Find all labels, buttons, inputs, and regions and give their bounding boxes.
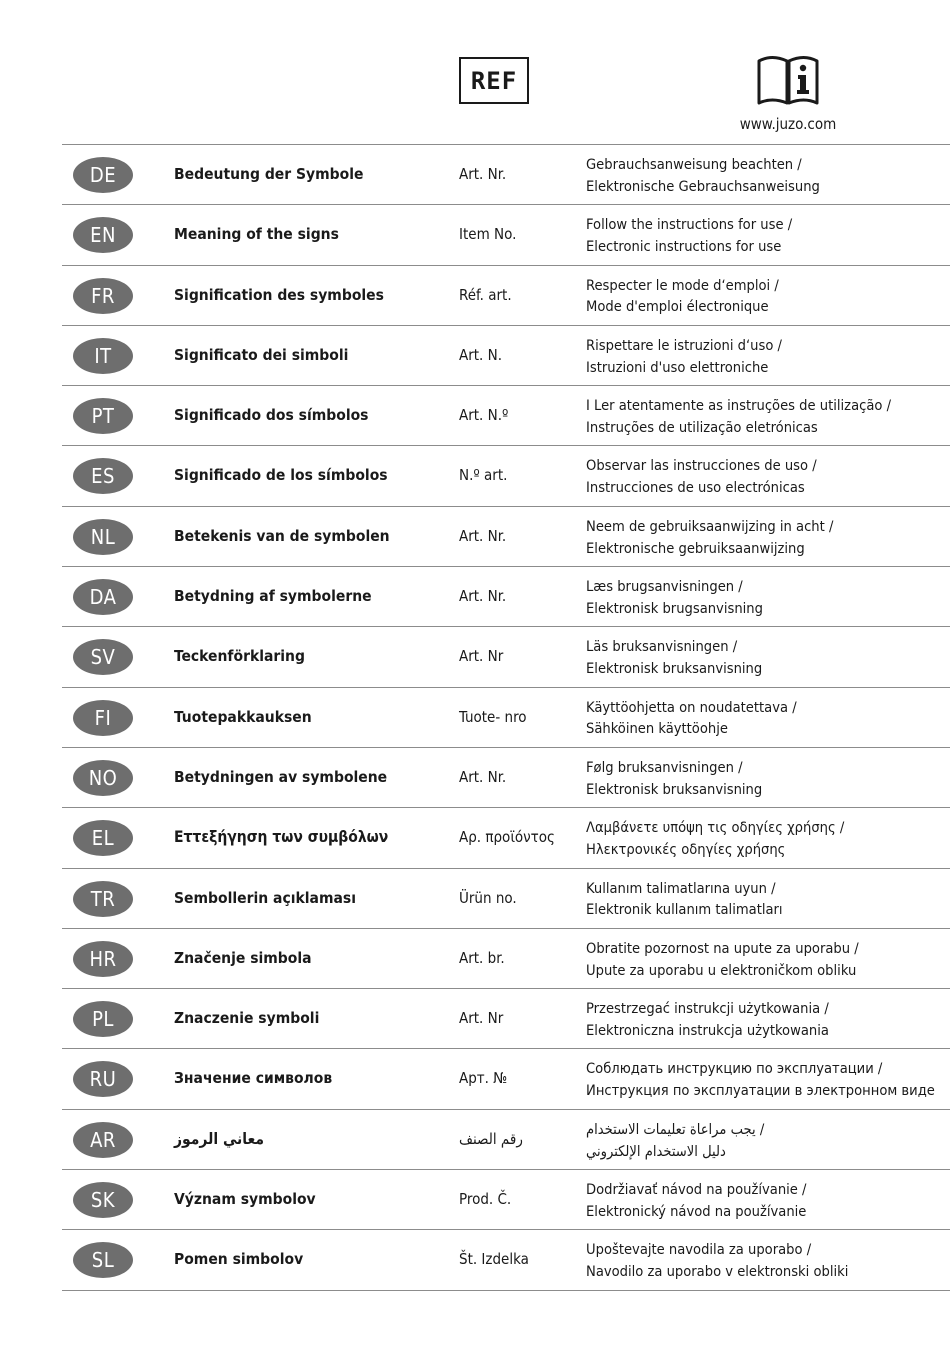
meaning-of-signs-text: Teckenförklaring (174, 647, 305, 666)
item-number-label: Tuote- nro (459, 707, 527, 726)
ref-symbol: REF (459, 57, 529, 104)
instructions-line-2: Elektronische gebruiksaanwijzing (586, 539, 805, 557)
instructions-line-1: يجب مراعاة تعليمات الاستخدام / (586, 1120, 765, 1138)
item-number-label: Art. Nr (459, 1009, 504, 1028)
language-code-badge: SK (73, 1182, 133, 1218)
instructions-text (586, 697, 950, 741)
language-code-badge: SV (73, 639, 133, 675)
instructions-line-2: Navodilo za uporabo v elektronski obliki (586, 1263, 849, 1281)
language-code-badge: DA (73, 579, 133, 615)
item-number-label: Арт. № (459, 1069, 508, 1088)
symbols-table (62, 144, 950, 1291)
meaning-of-signs-text: Meaning of the signs (174, 225, 339, 244)
instructions-line-2: Instrucciones de uso electrónicas (586, 479, 805, 497)
instructions-text (586, 275, 950, 319)
meaning-of-signs-text: Betydning af symbolerne (174, 587, 372, 606)
meaning-of-signs-text: Signification des symboles (174, 285, 384, 304)
table-row (62, 988, 950, 1048)
instructions-line-1: Følg bruksanvisningen / (586, 758, 743, 776)
instructions-text (586, 938, 950, 982)
instructions-line-2: Elektronický návod na používanie (586, 1202, 807, 1220)
language-code-badge: PL (73, 1001, 133, 1037)
instructions-text (586, 636, 950, 680)
item-number-label: Art. br. (459, 948, 505, 967)
instructions-line-2: Electronic instructions for use (586, 238, 782, 256)
item-number-label: Art. Nr (459, 647, 504, 666)
language-code-badge: SL (73, 1242, 133, 1278)
item-number-label: Art. Nr. (459, 587, 507, 606)
instructions-line-2: Elektronisk bruksanvisning (586, 780, 763, 798)
table-row (62, 1169, 950, 1229)
meaning-of-signs-text: Bedeutung der Symbole (174, 165, 364, 183)
instructions-text (586, 395, 950, 439)
instructions-line-1: Kullanım talimatlarına uyun / (586, 879, 776, 897)
instructions-line-1: I Ler atentamente as instruções de utilização / (586, 397, 892, 415)
table-row (62, 506, 950, 566)
table-row (62, 1048, 950, 1108)
instructions-line-2: Elektronisk bruksanvisning (586, 660, 763, 678)
instructions-line-2: Ηλεκτρονικές οδηγίες χρήσης (586, 841, 786, 859)
language-code-badge: TR (73, 881, 133, 917)
instructions-line-2: Upute za uporabu u elektroničkom obliku (586, 961, 857, 979)
table-row (62, 747, 950, 807)
table-row (62, 1109, 950, 1169)
language-code-badge: FI (73, 700, 133, 736)
instructions-line-1: Соблюдать инструкцию по эксплуатации / (586, 1060, 883, 1078)
meaning-of-signs-text: Значение символов (174, 1069, 333, 1088)
language-code-badge: NO (73, 760, 133, 796)
item-number-label: Item No. (459, 225, 517, 244)
instructions-line-1: Obratite pozornost na upute za uporabu / (586, 939, 859, 957)
language-code-badge: IT (73, 338, 133, 374)
instructions-for-use-icon (756, 55, 820, 107)
item-number-label: Št. Izdelka (459, 1250, 529, 1269)
table-row (62, 1229, 950, 1291)
table-row (62, 807, 950, 867)
instructions-line-1: Λαμβάνετε υπόψη τις οδηγίες χρήσης / (586, 819, 845, 837)
table-row (62, 566, 950, 626)
instructions-text (586, 576, 950, 620)
language-code-badge: DE (73, 157, 133, 193)
instructions-line-1: Rispettare le istruzioni d‘uso / (586, 336, 782, 354)
instructions-line-1: Läs bruksanvisningen / (586, 638, 738, 656)
instructions-text (586, 817, 950, 861)
table-row (62, 144, 950, 204)
instructions-text (586, 1239, 950, 1283)
instructions-line-2: Elektroniczna instrukcja użytkowania (586, 1021, 829, 1039)
item-number-label: Art. N.º (459, 406, 509, 425)
instructions-text (586, 1058, 950, 1102)
instructions-text (586, 757, 950, 801)
table-row (62, 325, 950, 385)
instructions-text (586, 998, 950, 1042)
item-number-label: رقم الصنف (459, 1129, 523, 1148)
instructions-text (586, 455, 950, 499)
language-code-badge: EN (73, 217, 133, 253)
table-row (62, 265, 950, 325)
table-row (62, 626, 950, 686)
language-code-badge: FR (73, 278, 133, 314)
meaning-of-signs-text: Significado de los símbolos (174, 466, 388, 485)
meaning-of-signs-text: Betydningen av symbolene (174, 767, 388, 786)
meaning-of-signs-text: Significato dei simboli (174, 345, 349, 364)
meaning-of-signs-text: Pomen simbolov (174, 1250, 304, 1269)
meaning-of-signs-text: Znaczenie symboli (174, 1009, 320, 1028)
language-code-badge: ES (73, 458, 133, 494)
instructions-text (586, 1119, 950, 1163)
instructions-line-1: Follow the instructions for use / (586, 216, 793, 234)
language-code-badge: AR (73, 1122, 133, 1158)
language-code-badge: NL (73, 519, 133, 555)
meaning-of-signs-text: Betekenis van de symbolen (174, 526, 390, 545)
instructions-line-2: Elektronik kullanım talimatları (586, 901, 783, 919)
item-number-label: Art. Nr. (459, 165, 507, 183)
item-number-label: Art. Nr. (459, 526, 507, 545)
instructions-line-2: Instruções de utilização eletrónicas (586, 418, 818, 436)
instructions-line-1: Respecter le mode d‘emploi / (586, 276, 779, 294)
instructions-line-1: Przestrzegać instrukcji użytkowania / (586, 1000, 829, 1018)
instructions-text (586, 154, 950, 198)
meaning-of-signs-text: معاني الرموز (174, 1129, 265, 1148)
instructions-line-1: Upoštevajte navodila za uporabo / (586, 1241, 812, 1259)
table-row (62, 928, 950, 988)
table-row (62, 868, 950, 928)
language-code-badge: EL (73, 820, 133, 856)
item-number-label: Prod. Č. (459, 1190, 512, 1209)
table-row (62, 385, 950, 445)
instructions-line-2: Elektronische Gebrauchsanweisung (586, 177, 820, 195)
instructions-line-1: Observar las instrucciones de uso / (586, 457, 817, 475)
language-code-badge: PT (73, 398, 133, 434)
instructions-text (586, 516, 950, 560)
instructions-line-2: Sähköinen käyttöohje (586, 720, 728, 738)
item-number-label: Αρ. προϊόντος (459, 828, 555, 847)
item-number-label: Ürün no. (459, 888, 517, 907)
meaning-of-signs-text: Značenje simbola (174, 948, 312, 967)
table-row (62, 204, 950, 264)
item-number-label: Art. Nr. (459, 767, 507, 786)
meaning-of-signs-text: Význam symbolov (174, 1190, 316, 1209)
meaning-of-signs-text: Significado dos símbolos (174, 406, 369, 425)
instructions-line-2: Инструкция по эксплуатации в электронном виде (586, 1082, 935, 1100)
meaning-of-signs-text: Tuotepakkauksen (174, 707, 312, 726)
instructions-text (586, 335, 950, 379)
instructions-text (586, 1179, 950, 1223)
instructions-line-2: Elektronisk brugsanvisning (586, 599, 763, 617)
instructions-line-1: Gebrauchsanweisung beachten / (586, 156, 802, 173)
instructions-line-2: Istruzioni d'uso elettroniche (586, 358, 769, 376)
language-code-badge: RU (73, 1061, 133, 1097)
table-row (62, 445, 950, 505)
item-number-label: Réf. art. (459, 285, 512, 304)
website-url[interactable]: www.juzo.com (739, 115, 837, 133)
instructions-line-1: Käyttöohjetta on noudatettava / (586, 698, 797, 716)
instructions-line-1: Læs brugsanvisningen / (586, 578, 743, 596)
table-row (62, 687, 950, 747)
instructions-text (586, 878, 950, 922)
instructions-line-1: Dodržiavať návod na používanie / (586, 1181, 807, 1199)
item-number-label: Art. N. (459, 345, 503, 364)
meaning-of-signs-text: Εττεξήγηση των συμβόλων (174, 828, 389, 847)
instructions-line-1: Neem de gebruiksaanwijzing in acht / (586, 517, 834, 535)
instructions-line-2: Mode d'emploi électronique (586, 298, 769, 316)
language-code-badge: HR (73, 941, 133, 977)
item-number-label: N.º art. (459, 466, 508, 485)
meaning-of-signs-text: Sembollerin açıklaması (174, 888, 356, 907)
instructions-line-2: دليل الاستخدام الإلكتروني (586, 1142, 726, 1160)
instructions-text (586, 214, 950, 258)
